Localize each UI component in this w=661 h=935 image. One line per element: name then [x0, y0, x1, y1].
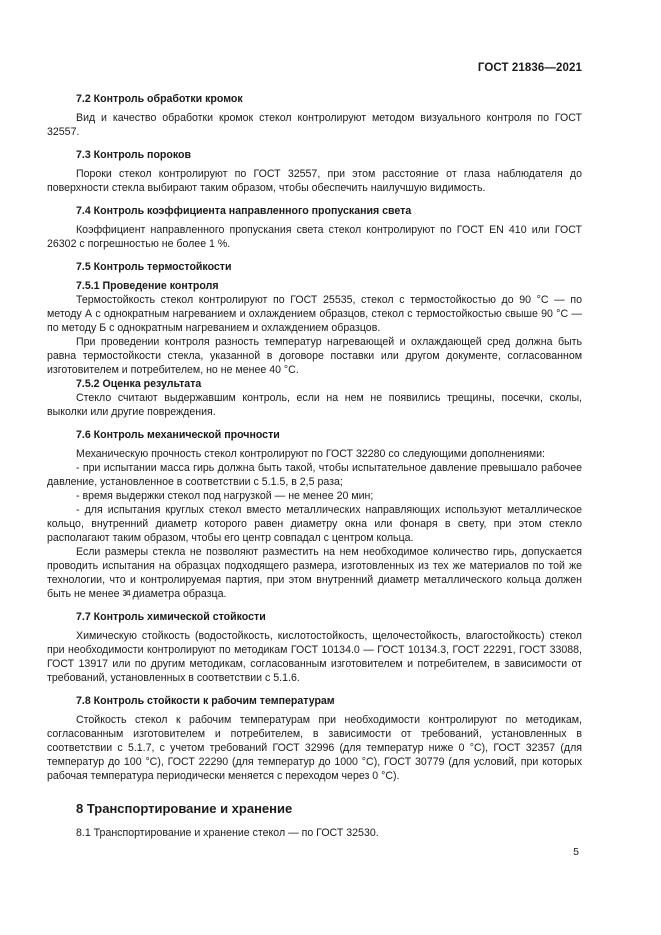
- section-7-2-title: 7.2 Контроль обработки кромок: [76, 93, 243, 105]
- section-7-6-text-2-end: диаметра образца.: [132, 588, 227, 600]
- section-7-4-title: 7.4 Контроль коэффициента направленного пропускания света: [76, 205, 412, 217]
- section-7-5-2-title: 7.5.2 Оценка результата: [76, 378, 202, 390]
- section-8-title: 8 Транспортирование и хранение: [76, 801, 293, 816]
- document-code: ГОСТ 21836—2021: [477, 62, 582, 74]
- section-7-3-text: Пороки стекол контролируют по ГОСТ 32557, при этом расстояние от глаза наблюдателя до поверхности стекла выбирают таким образом, чтобы обеспечить наилучшую видимость.: [47, 168, 582, 194]
- list-item: - для испытания круглых стекол вместо металлических направляющих используют металлическое кольцо, внутренний диаметр которого равен диаметру окна или фонаря в свету, при этом стекло располагают таким образом, чтобы его центр совпадал с центром кольца.: [47, 504, 582, 544]
- section-7-6-text-2: [47, 545, 582, 601]
- section-7-8-title: 7.8 Контроль стойкости к рабочим температурам: [76, 695, 335, 707]
- section-7-6-title: 7.6 Контроль механической прочности: [76, 429, 280, 441]
- section-7-6-text-2-start: Если размеры стекла не позволяют разместить на нем необходимое количество гирь, допускается проводить испытания на образцах подходящего размера, изготовленных из тех же материалов по той же технологии, что и контролируемая партия, при этом внутренний диаметр металлического кольца должен быть не менее: [47, 546, 582, 600]
- section-7-2-text: Вид и качество обработки кромок стекол контролируют методом визуального контроля по ГОСТ 32557.: [47, 112, 582, 138]
- section-7-7-title: 7.7 Контроль химической стойкости: [76, 611, 266, 623]
- page-body: [47, 92, 582, 840]
- section-7-5-1-title: 7.5.1 Проведение контроля: [76, 280, 219, 292]
- list-item: - время выдержки стекол под нагрузкой — не менее 20 мин;: [76, 490, 374, 502]
- section-7-8-text: Стойкость стекол к рабочим температурам при необходимости контролируют по методикам, согласованным изготовителем и потребителем, в зависимости от требований, установленных в соответствии с 5.1.7, с учетом требований ГОСТ 32996 (для температур ниже 0 °С), ГОСТ 32357 (для температур до 100 °С), ГОСТ 22290 (для температур до 1000 °С), ГОСТ 30779 (для условий, при которых рабочая температура периодически меняется с переходом через 0 °С).: [47, 714, 582, 782]
- list-item: - при испытании масса гирь должна быть такой, чтобы испытательное давление превышало рабочее давление, установленное в соответствии с 5.1.5, в 2,5 раза;: [47, 462, 582, 488]
- section-8-1-text: 8.1 Транспортирование и хранение стекол — по ГОСТ 32530.: [76, 827, 379, 839]
- fraction-three-quarters: 3⁄4: [122, 589, 130, 598]
- section-7-3-title: 7.3 Контроль пороков: [76, 149, 192, 161]
- section-7-5-2-text: Стекло считают выдержавшим контроль, если на нем не появились трещины, посечки, сколы, выколки или другие повреждения.: [47, 392, 582, 418]
- section-7-7-text: Химическую стойкость (водостойкость, кислотостойкость, щелочестойкость, влагостойкость) стекол при необходимости контролируют по методикам ГОСТ 10134.0 — ГОСТ 10134.3, ГОСТ 22291, ГОСТ 33088, ГОСТ 13917 или по другим методикам, согласованным изготовителем и потребителем, в зависимости от требований, установленных в соответствии с 5.1.6.: [47, 630, 582, 684]
- section-7-5-1-text-1: Термостойкость стекол контролируют по ГОСТ 25535, стекол с термостойкостью до 90 °С — по методу А с однократным нагреванием и охлаждением образцов, стекол с термостойкостью свыше 90 °С — по методу Б с однократным нагреванием и охлаждением образцов.: [47, 294, 582, 334]
- page-number: 5: [573, 846, 579, 858]
- section-7-4-text: Коэффициент направленного пропускания света стекол контролируют по ГОСТ EN 410 или ГОСТ 26302 с погрешностью не более 1 %.: [47, 224, 582, 250]
- section-7-5-1-text-2: При проведении контроля разность температур нагревающей и охлаждающей сред должна быть равна термостойкости стекла, указанной в договоре поставки или другом документе, согласованном изготовителем и потребителем, но не менее 40 °С.: [47, 336, 582, 376]
- section-7-5-title: 7.5 Контроль термостойкости: [76, 261, 232, 273]
- section-7-6-text-1: Механическую прочность стекол контролируют по ГОСТ 32280 со следующими дополнениями:: [76, 448, 545, 460]
